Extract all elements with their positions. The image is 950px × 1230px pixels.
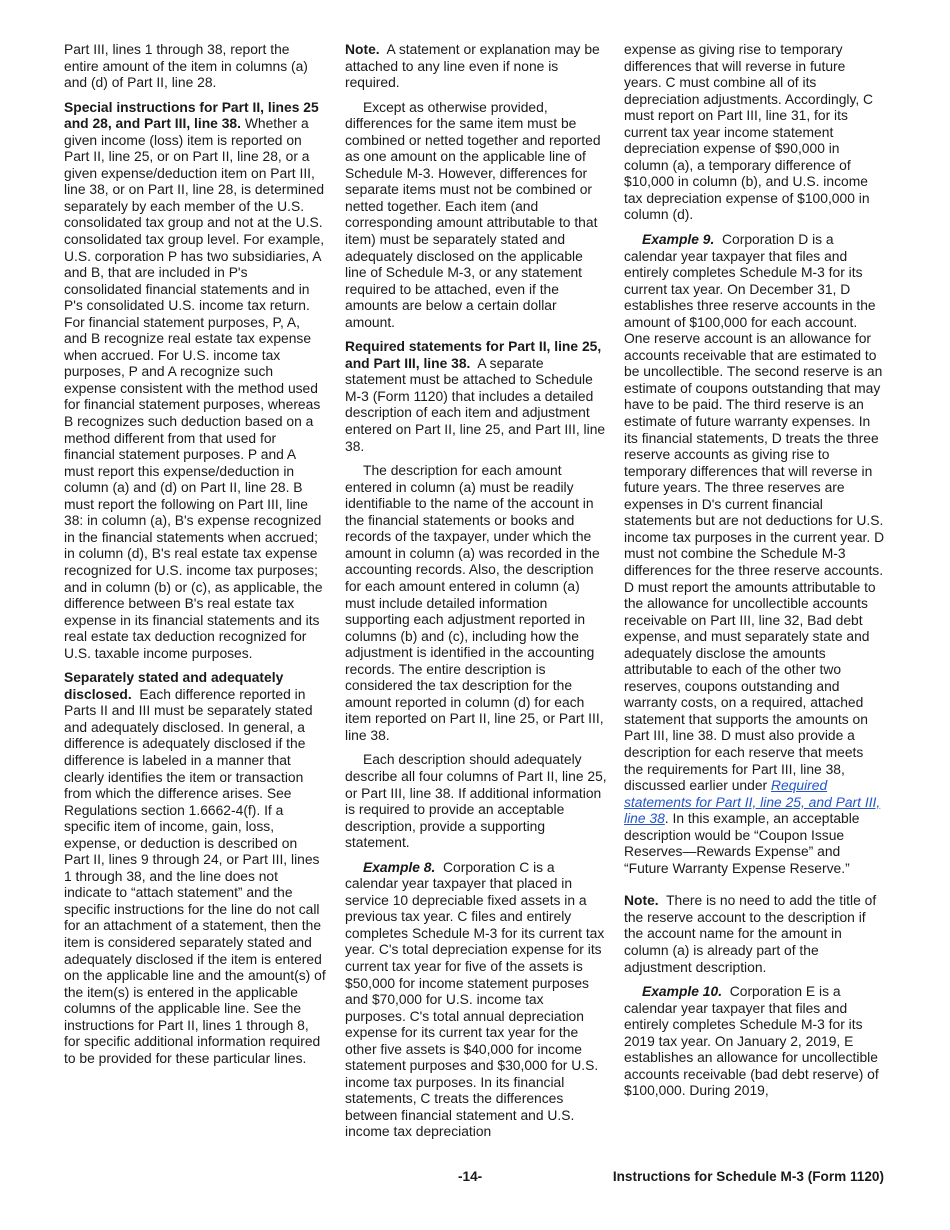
example xyxy=(624,231,886,876)
note xyxy=(624,892,886,975)
note-text: There is no need to add the title of the reserve account to the description if the account name for the amount in column (a) is already part of the adjustment description. xyxy=(624,892,877,975)
paragraph: The description for each amount entered in column (a) must be readily identifiable to the name of the account in the financial statements or books and records of the taxpayer, under which the amount in column (a) was recorded in the accounting records. Also, the description for each amount entered in column (a) must include detailed information supporting each adjustment reported in columns (b) and (c), including how the adjustment is identified in the accounting records. The entire description is considered the tax description for the amount reported in column (d) for each item reported on Part II, line 25, or Part III, line 38. xyxy=(345,462,604,743)
example xyxy=(624,983,886,1099)
example xyxy=(345,859,607,1140)
note-label: Note. xyxy=(345,41,380,57)
column-middle xyxy=(345,41,607,1148)
page-number: -14- xyxy=(458,1169,483,1184)
note xyxy=(345,41,607,91)
paragraph: Each description should adequately describe all four columns of Part II, line 25, or Part III, line 38. If additional information is required to provide an acceptable description, provide a supporting statement. xyxy=(345,751,607,851)
example-label: Example 8. xyxy=(363,858,436,875)
example-text: Corporation D is a calendar year taxpayer that files and entirely completes Schedule M-3 for its current tax year. On December 31, D establishes three reserve accounts in the amount of $100,000 for each account. One reserve account is an allowance for accounts receivable that are estimated to be uncollectible. The second reserve is an estimate of coupons outstanding that may have to be paid. The third reserve is an estimate of future warranty expenses. In its financial statements, D treats the three reserve accounts as giving rise to temporary differences that will reverse in future years. The three reserves are expenses in D's current financial statements but are not deductions for U.S. income tax purposes in the current year. D must not combine the Schedule M-3 differences for the three reserve accounts. D must report the amounts attributable to the allowance for uncollectible accounts receivable on Part III, line 32, Bad debt expense, and must separately state and adequately disclose the amounts attributable to each of the other two reserves, coupons outstanding and warranty costs, on a required, attached statement that supports the amounts on Part III, line 38. D must also provide a description for each reserve that meets the requirements for Part III, line 38, discussed earlier under xyxy=(624,231,885,794)
cross-reference-link[interactable]: Required statements for Part II, line 25, and Part III, line 38 xyxy=(624,777,881,827)
paragraph-text: A separate statement must be attached to Schedule M-3 (Form 1120) that includes a detailed description of each item and adjustment entered on Part II, line 25, and Part III, line 38. xyxy=(345,354,606,454)
column-left xyxy=(64,41,326,1074)
section-heading: Required statements for Part II, line 25, and Part III, line 38. xyxy=(345,338,602,371)
example-text: Corporation C is a calendar year taxpayer that placed in service 10 depreciable fixed assets in a previous tax year. C files and entirely completes Schedule M-3 for its current tax year. C's total depreciation expense for its current tax year for five of the assets is $50,000 for income statement purposes and $70,000 for U.S. income tax purposes. C's total annual depreciation expense for its current tax year for the other five assets is $40,000 for income statement purposes and $30,000 for U.S. income tax purposes. In its financial statements, C treats the differences between financial statement and U.S. income tax depreciation xyxy=(345,858,605,1140)
paragraph xyxy=(64,99,326,662)
note-text: A statement or explanation may be attached to any line even if none is required. xyxy=(345,41,600,91)
paragraph: expense as giving rise to temporary differences that will reverse in future years. C must combine all of its depreciation adjustments. Accordingly, C must report on Part III, line 31, for its current tax year income statement depreciation expense of $90,000 in column (a), a temporary difference of $10,000 in column (b), and U.S. income tax depreciation expense of $100,000 in column (d). xyxy=(624,41,874,223)
paragraph: Except as otherwise provided, differences for the same item must be combined or netted together and reported as one amount on the applicable line of Schedule M-3. However, differences for separate items must not be combined or netted together. Each item (and corresponding amount attributable to that item) must be separately stated and adequately disclosed on the applicable line of Schedule M-3, or any statement required to be attached, even if the amounts are below a certain dollar amount. xyxy=(345,98,601,330)
paragraph-text: Whether a given income (loss) item is reported on Part II, line 25, or on Part II, line 28, or a given expense/deduction item on Part III, line 38, or on Part II, line 28, is determined separately by each member of the U.S. consolidated tax group and not at the U.S. consolidated tax group level. For example, U.S. corporation P has two subsidiaries, A and B, that are included in P's consolidated financial statements and in P's consolidated U.S. income tax return. For financial statement purposes, P, A, and B recognize real estate tax expense when accrued. For U.S. income tax purposes, P and A recognize such expense consistent with the method used for financial statement purposes, whereas B recognizes such deduction based on a method different from that used for financial statement purposes. P and A must report this expense/deduction in column (a) and (d) on Part II, line 28. B must report the following on Part III, line 38: in column (a), B's expense recognized in the financial statements when accrued; in column (d), B's real estate tax expense recognized for U.S. income tax purposes; and in column (b) or (c), as applicable, the difference between B's real estate tax expense in its financial statements and its real estate tax deduction recognized for U.S. taxable income purposes. xyxy=(64,115,325,661)
paragraph xyxy=(64,669,326,1066)
example-label: Example 10. xyxy=(642,983,723,1000)
example-label: Example 9. xyxy=(642,231,715,248)
section-heading: Special instructions for Part II, lines 25 and 28, and Part III, line 38. xyxy=(64,98,319,132)
footer-title: Instructions for Schedule M-3 (Form 1120) xyxy=(612,1169,884,1184)
paragraph-text: Each difference reported in Parts II and III must be separately stated and adequately disclosed. In general, a difference is adequately disclosed if the difference is labeled in a manner that clearly identifies the item or transaction from which the difference arises. See Regulations section 1.6662-4(f). If a specific item of income, gain, loss, expense, or deduction is described on Part II, lines 9 through 24, or Part III, lines 1 through 38, and the line does not indicate to “attach statement” and the specific instructions for the line do not call for an attachment of a statement, then the item is considered separately stated and adequately disclosed if the item is entered on the applicable line and the amount(s) of the item(s) is entered in the applicable columns of the applicable line. See the instructions for Part II, lines 1 through 8, for specific additional information required to be provided for these particular lines. xyxy=(64,685,326,1066)
paragraph xyxy=(345,338,607,454)
column-right xyxy=(624,41,886,1107)
example-text: Corporation E is a calendar year taxpayer that files and entirely completes Schedule M-3 for its 2019 tax year. On January 2, 2019, E establishes an allowance for uncollectible accounts receivable (bad debt reserve) of $100,000. During 2019, xyxy=(624,983,879,1099)
example-text-tail: . In this example, an acceptable description would be “Coupon Issue Reserves—Rewards Expense” and “Future Warranty Expense Reserve.” xyxy=(624,810,860,876)
paragraph: Part III, lines 1 through 38, report the entire amount of the item in columns (a) and (d) of Part II, line 28. xyxy=(64,41,308,91)
section-heading: Separately stated and adequately disclosed. xyxy=(64,669,284,702)
note-label: Note. xyxy=(624,892,659,909)
